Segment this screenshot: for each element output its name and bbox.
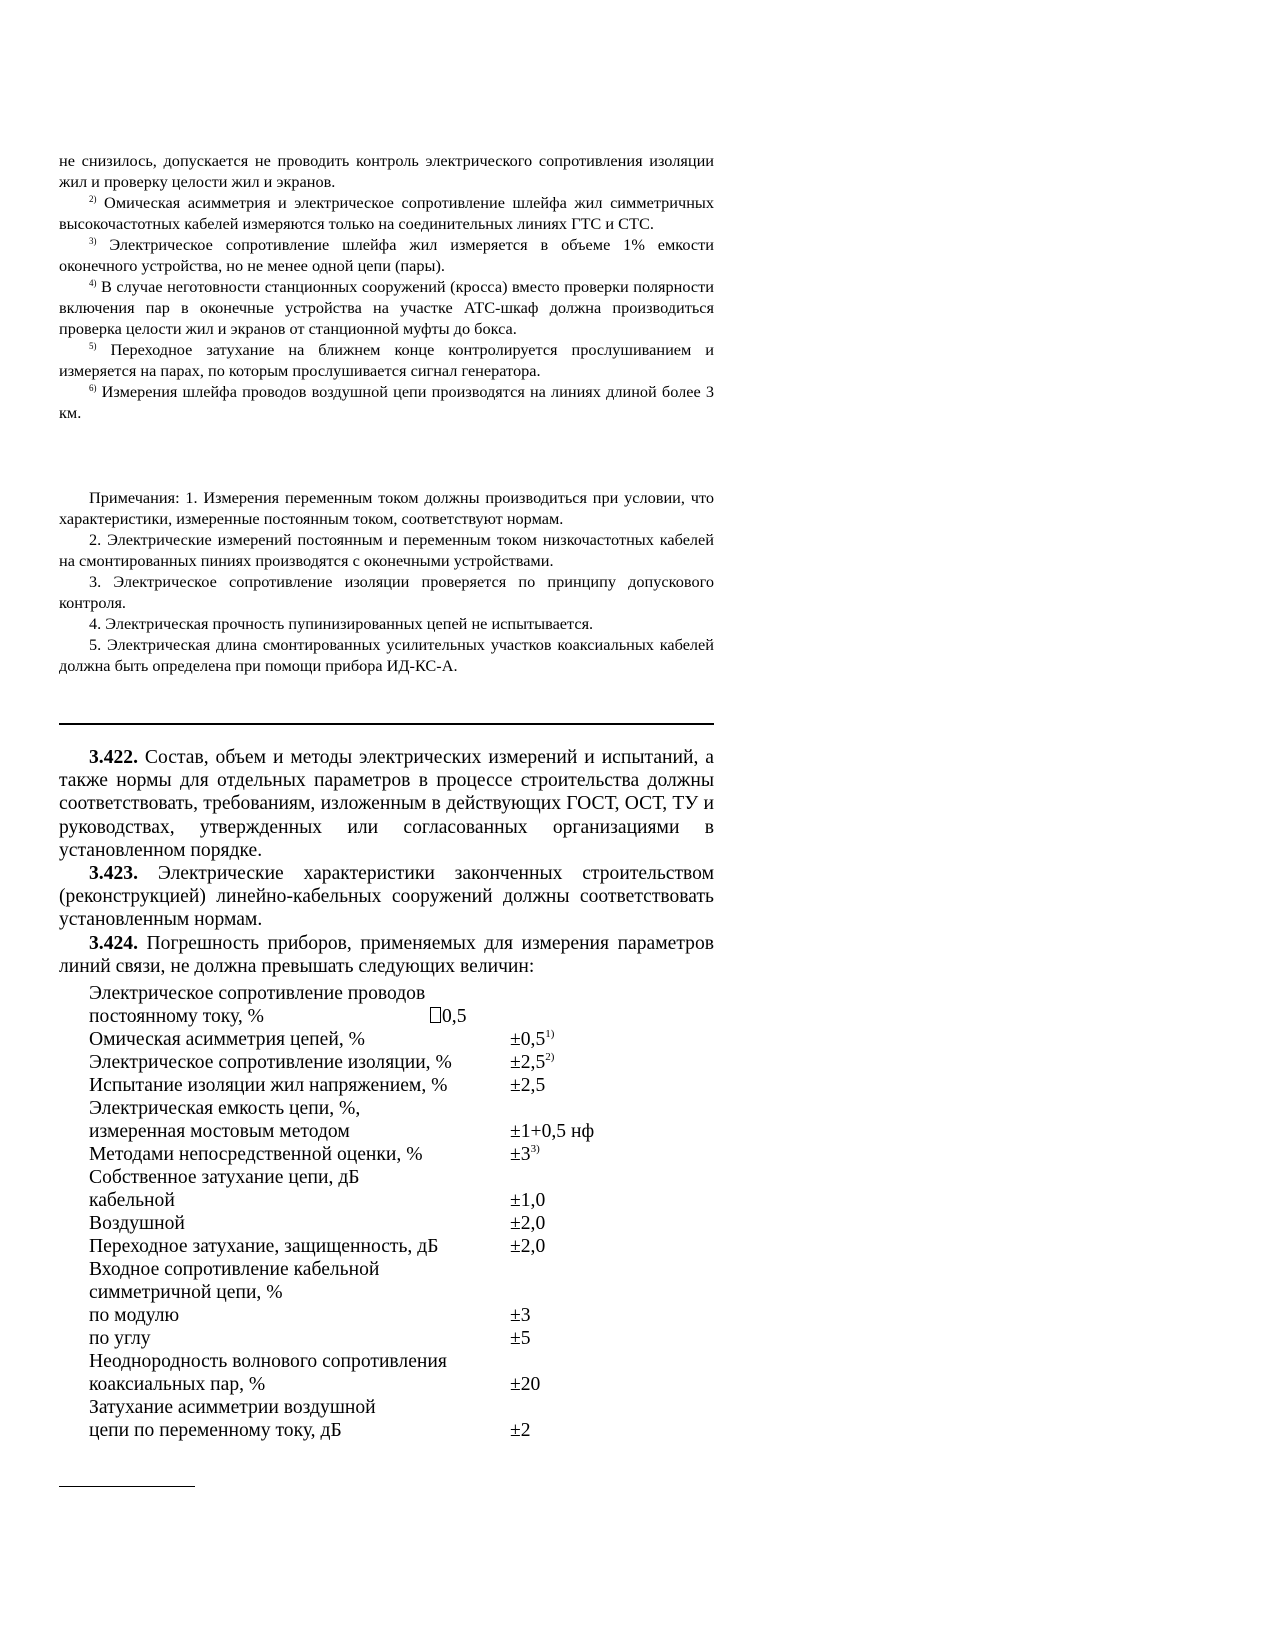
footnote-continuation: [59, 150, 714, 192]
parameter-label: Воздушной: [89, 1213, 185, 1234]
footnote-ref: 1): [545, 1028, 555, 1040]
footnote-mark: 5): [89, 341, 97, 351]
parameter-label: Переходное затухание, защищенность, дБ: [89, 1236, 439, 1257]
missing-glyph-icon: [430, 1007, 441, 1023]
tolerance-value: ±20: [510, 1374, 541, 1395]
parameter-label: измеренная мостовым методом: [89, 1121, 350, 1142]
footnote-3: [59, 234, 714, 276]
parameter-label: Электрическая емкость цепи, %,: [89, 1098, 361, 1119]
tolerance-value: ±1+0,5 нф: [510, 1121, 595, 1142]
footnote-2: [59, 192, 714, 234]
footnote-5: [59, 339, 714, 381]
parameter-label: постоянному току, %: [89, 1006, 264, 1027]
table-row: [89, 1304, 709, 1327]
parameter-label: Омическая асимметрия цепей, %: [89, 1029, 365, 1050]
notes-block: [59, 487, 714, 676]
parameter-label: цепи по переменному току, дБ: [89, 1420, 342, 1441]
parameter-label: кабельной: [89, 1190, 175, 1211]
note-3: 3. Электрическое сопротивление изоляции проверяется по принципу допускового контроля.: [59, 572, 714, 612]
tolerance-value: ±1,0: [510, 1190, 546, 1211]
tolerance-value: ±2,0: [510, 1213, 546, 1234]
footnote-mark: 2): [89, 194, 97, 204]
clause-number: 3.424.: [89, 932, 138, 954]
parameter-label: симметричной цепи, %: [89, 1282, 283, 1303]
footnote-4: [59, 276, 714, 339]
main-text: [59, 746, 714, 978]
table-row: [89, 1419, 709, 1442]
note-1: Примечания: 1. Измерения переменным током должны производиться при условии, что характеристики, измеренные постоянным током, соответствуют нормам.: [59, 488, 714, 528]
table-row: [89, 1120, 709, 1143]
paragraph-3-423: [59, 862, 714, 932]
table-row: [89, 1281, 709, 1304]
table-row: [89, 1350, 709, 1373]
table-row: [89, 1373, 709, 1396]
parameter-label: коаксиальных пар, %: [89, 1374, 266, 1395]
parameter-label: Неоднородность волнового сопротивления: [89, 1351, 447, 1372]
parameter-label: Электрическое сопротивление изоляции, %: [89, 1052, 452, 1073]
parameter-label: Методами непосредственной оценки, %: [89, 1144, 423, 1165]
table-row: [89, 1327, 709, 1350]
tolerance-value: ±2,0: [510, 1236, 546, 1257]
footnote-separator: [59, 1486, 195, 1487]
table-row: [89, 1166, 709, 1189]
parameter-label: Собственное затухание цепи, дБ: [89, 1167, 360, 1188]
footnote-mark: 6): [89, 383, 97, 393]
table-row: [89, 1258, 709, 1281]
clause-text: Погрешность приборов, применяемых для измерения параметров линий связи, не должна превышать следующих величин:: [59, 932, 714, 977]
note-4: 4. Электрическая прочность пупинизированных цепей не испытывается.: [89, 614, 594, 633]
footnote-ref: 2): [545, 1051, 555, 1063]
tolerance-value: $\pm 2,5^{2)}$: [510, 1051, 555, 1073]
tolerance-value: ±5: [510, 1328, 531, 1349]
note-5: 5. Электрическая длина смонтированных усилительных участков коаксиальных кабелей должна быть определена при помощи прибора ИД-КС-А.: [59, 635, 714, 675]
accuracy-table: [89, 982, 709, 1442]
parameter-label: по модулю: [89, 1305, 180, 1326]
parameter-label: по углу: [89, 1328, 151, 1349]
footnote-text: Омическая асимметрия и электрическое сопротивление шлейфа жил симметричных высокочастотных кабелей измеряются только на соединительных линиях ГТС и СТС.: [59, 193, 714, 233]
footnotes-block: [59, 150, 714, 423]
footnote-ref: 3): [530, 1143, 540, 1155]
parameter-label: Электрическое сопротивление проводов: [89, 983, 426, 1004]
footnote-mark: 3): [89, 236, 97, 246]
table-row: [89, 1396, 709, 1419]
parameter-label: Испытание изоляции жил напряжением, %: [89, 1075, 448, 1096]
table-row: [89, 1028, 709, 1051]
table-row: [89, 1074, 709, 1097]
clause-number: 3.422.: [89, 747, 138, 768]
section-divider: [59, 723, 714, 725]
table-row: [89, 1189, 709, 1212]
table-row: [89, 982, 709, 1005]
tolerance-value: ±2,5: [510, 1075, 546, 1096]
table-row: [89, 1143, 709, 1166]
tolerance-value: ±3: [510, 1305, 531, 1326]
footnote-6: [59, 381, 714, 423]
table-row: [89, 1097, 709, 1120]
paragraph-3-424: [59, 932, 714, 978]
table-row: [89, 1212, 709, 1235]
tolerance-value: 0,5: [430, 1005, 467, 1028]
footnote-text: Переходное затухание на ближнем конце контролируется прослушиванием и измеряется на парах, по которым прослушивается сигнал генератора.: [59, 340, 714, 380]
clause-text: Электрические характеристики законченных строительством (реконструкцией) линейно-кабельных сооружений должны соответствовать установленным нормам.: [59, 863, 714, 931]
parameter-label: Затухание асимметрии воздушной: [89, 1397, 376, 1418]
footnote-text: Электрическое сопротивление шлейфа жил измеряется в объеме 1% емкости оконечного устройства, но не менее одной цепи (пары).: [59, 235, 714, 275]
clause-number: 3.423.: [89, 863, 138, 885]
tolerance-value: $\pm 0,5^{1)}$: [510, 1028, 555, 1050]
clause-text: Состав, объем и методы электрических измерений и испытаний, а также нормы для отдельных параметров в процессе строительства должны соответствовать, требованиям, изложенным в действующих ГОСТ, ОСТ, ТУ и руководствах, утвержденных или согласованных организациями в установленном порядке.: [59, 747, 714, 861]
table-row: [89, 1005, 709, 1028]
footnote-text: не снизилось, допускается не проводить контроль электрического сопротивления изоляции жил и проверку целости жил и экранов.: [59, 151, 714, 191]
table-row: [89, 1235, 709, 1258]
footnote-text: В случае неготовности станционных сооружений (кросса) вместо проверки полярности включения пар в оконечные устройства на участке АТС-шкаф должна производиться проверка целости жил и экранов от станционной муфты до бокса.: [59, 277, 714, 338]
parameter-label: Входное сопротивление кабельной: [89, 1259, 380, 1280]
paragraph-3-422: [59, 746, 714, 862]
footnote-mark: 4): [89, 278, 97, 288]
tolerance-value: $\pm 3^{3)}$: [510, 1143, 540, 1165]
tolerance-value: ±2: [510, 1420, 531, 1441]
table-row: [89, 1051, 709, 1074]
footnote-text: Измерения шлейфа проводов воздушной цепи производятся на линиях длиной более 3 км.: [59, 382, 714, 422]
note-2: 2. Электрические измерений постоянным и переменным током низкочастотных кабелей на смонтированных пиниях производятся с оконечными устройствами.: [59, 530, 714, 570]
